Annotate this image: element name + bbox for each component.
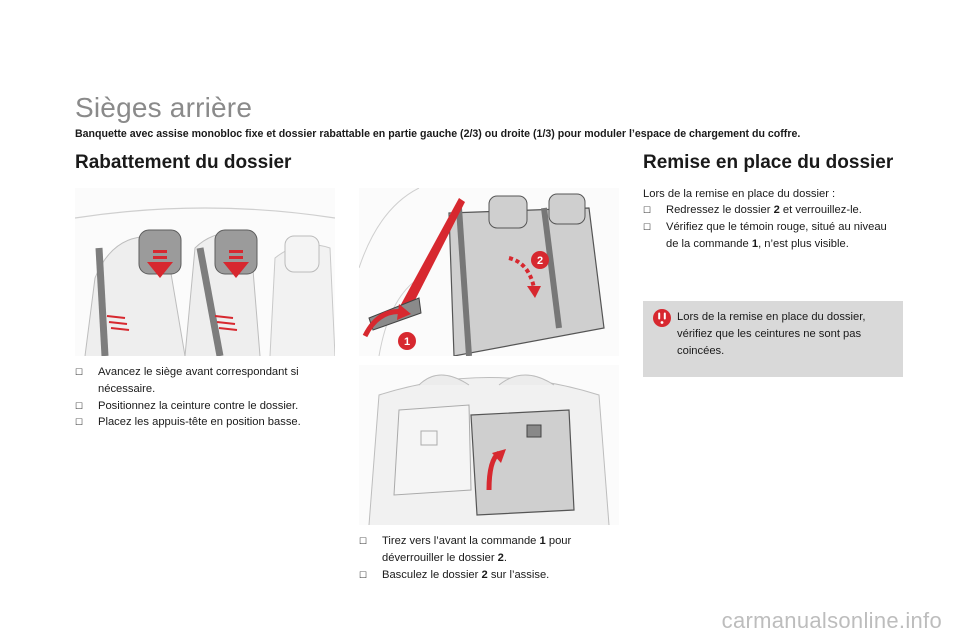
check-box-icon: ☐ <box>359 569 368 580</box>
section-title-rabattement: Rabattement du dossier <box>75 152 292 173</box>
warning-box <box>643 301 903 377</box>
list-item: ☐ Avancez le siège avant correspondant si nécessaire. <box>75 366 299 395</box>
svg-text:1: 1 <box>403 336 411 348</box>
check-box-icon: ☐ <box>75 417 84 428</box>
svg-text:2: 2 <box>536 255 544 267</box>
list-item: ☐ Tirez vers l’avant la commande 1 pour déverrouiller le dossier 2. <box>359 535 572 564</box>
list-item: ☐ Placez les appuis-tête en position basse. <box>75 414 330 431</box>
warning-icon <box>653 309 671 327</box>
list-item: ☐ Positionnez la ceinture contre le dossier. <box>75 398 330 415</box>
left-steps-list <box>75 364 330 431</box>
check-box-icon: ☐ <box>75 400 84 411</box>
footer-watermark: carmanualsonline.info <box>721 608 942 633</box>
illustration-headrests <box>75 188 335 356</box>
illustration-trunk-folded <box>359 365 619 525</box>
warning-text: Lors de la remise en place du dossier, vérifiez que les ceintures ne sont pas coincées. <box>677 311 866 357</box>
check-box-icon: ☐ <box>75 367 84 377</box>
check-box-icon: ☐ <box>643 205 652 215</box>
list-item: ☐ Basculez le dossier 2 sur l’assise. <box>359 567 619 584</box>
page-title: Sièges arrière <box>75 92 253 123</box>
middle-steps-list <box>359 533 619 583</box>
check-box-icon: ☐ <box>359 536 368 546</box>
illustration-seat-release <box>359 188 619 356</box>
right-steps-list <box>643 202 893 252</box>
list-item: ☐ Vérifiez que le témoin rouge, situé au niveau de la commande 1, n’est plus visible. <box>643 220 887 250</box>
section-title-remise: Remise en place du dossier <box>643 152 894 173</box>
page-subtitle: Banquette avec assise monobloc fixe et dossier rabattable en partie gauche (2/3) ou droite (1/3) pour moduler l’espace de chargement du coffre. <box>75 128 801 140</box>
check-box-icon: ☐ <box>643 221 652 232</box>
remise-intro: Lors de la remise en place du dossier : <box>643 188 836 200</box>
list-item: ☐ Redressez le dossier 2 et verrouillez-le. <box>643 202 893 219</box>
